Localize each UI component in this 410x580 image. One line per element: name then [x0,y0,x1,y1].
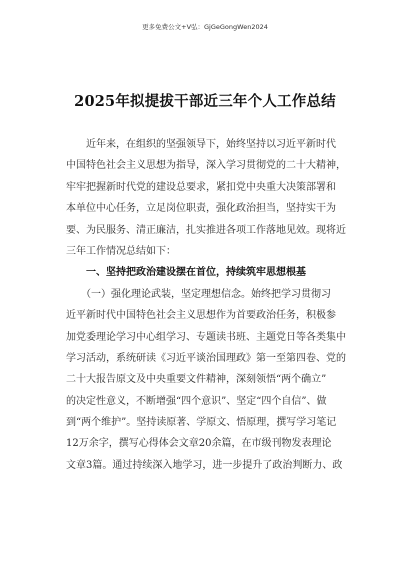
paragraph-line: 的决定性意义，不断增强“四个意识”、坚定“四个自信”、做 [66,395,327,407]
intro-line: 要、为民服务、清正廉洁，扎实推进各项工作落地见效。现将近 [66,224,346,236]
intro-line: 三年工作情况总结如下： [66,245,176,257]
section-heading: 一、坚持把政治建设摆在首位，持续筑牢思想根基 [66,267,306,279]
paragraph-line: 二十大报告原文及中央重要文件精神，深刻领悟“两个确立” [66,374,327,386]
header-note: 更多免费公文+V弘：GjGeGongWen2024 [142,23,268,31]
intro-line: 牢牢把握新时代党的建设总要求，紧扣党中央重大决策部署和 [66,181,336,193]
document-title: 2025年拟提拔干部近三年个人工作总结 [74,93,336,110]
paragraph-line: 近平新时代中国特色社会主义思想作为首要政治任务，积极参 [66,310,336,322]
paragraph-line: 到“两个维护”。坚持读原著、学原文、悟原理，撰写学习笔记 [66,417,337,429]
paragraph-line: （一）强化理论武装，坚定理想信念。始终把学习贯彻习 [66,288,331,300]
paragraph-line: 加党委理论学习中心组学习、专题读书班、主题党日等各类集中 [66,331,346,343]
intro-line: 本单位中心任务，立足岗位职责，强化政治担当，坚持实干为 [66,203,336,215]
paragraph-line: 文章3篇。通过持续深入地学习，进一步提升了政治判断力、政 [66,459,343,471]
paragraph-line: 12万余字，撰写心得体会文章20余篇，在市级刊物发表理论 [66,438,332,450]
intro-line: 近年来，在组织的坚强领导下，始终坚持以习近平新时代 [66,139,336,150]
intro-line: 中国特色社会主义思想为指导，深入学习贯彻党的二十大精神， [66,160,346,172]
document-body [66,134,350,476]
paragraph-line: 学习活动，系统研读《习近平谈治国理政》第一至第四卷、党的 [66,352,346,364]
